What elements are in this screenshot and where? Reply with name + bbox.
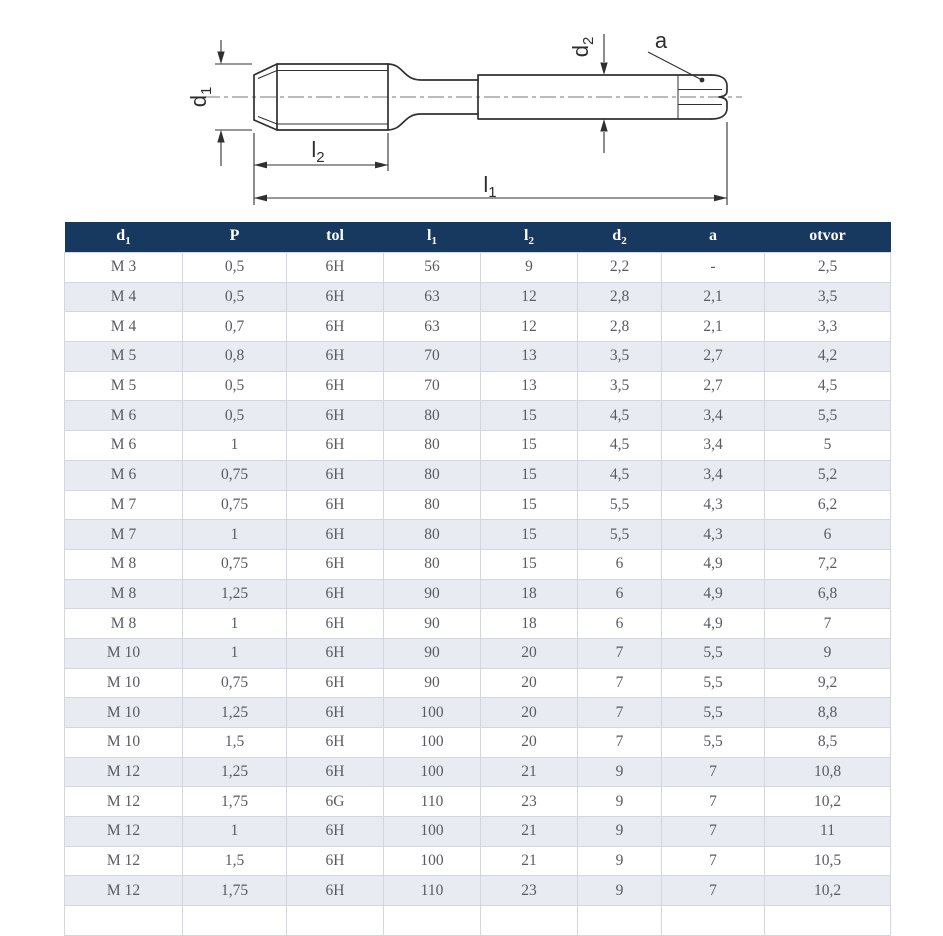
table-cell: 8,5 (765, 728, 891, 758)
table-cell: M 8 (65, 549, 183, 579)
dimension-l2 (254, 133, 388, 205)
table-cell: 3,5 (578, 342, 662, 372)
table-cell: 4,9 (662, 579, 765, 609)
table-cell: M 10 (65, 638, 183, 668)
col-header-otvor: otvor (765, 222, 891, 253)
spec-table-header (65, 222, 891, 253)
table-cell: 1,75 (183, 876, 287, 906)
table-cell: 6H (287, 817, 384, 847)
table-cell: 3,3 (765, 312, 891, 342)
table-cell: 0,75 (183, 549, 287, 579)
table-cell: 21 (481, 846, 578, 876)
table-cell: 4,3 (662, 490, 765, 520)
table-cell: 2,1 (662, 312, 765, 342)
spec-table-body (65, 253, 891, 936)
table-cell: 7 (578, 668, 662, 698)
table-cell: 11 (765, 817, 891, 847)
table-cell: M 4 (65, 312, 183, 342)
table-cell: 70 (384, 371, 481, 401)
table-cell: M 7 (65, 520, 183, 550)
table-cell: 15 (481, 520, 578, 550)
table-cell: 7 (662, 876, 765, 906)
table-cell: 110 (384, 876, 481, 906)
table-cell: 7 (662, 757, 765, 787)
table-cell: 1 (183, 638, 287, 668)
table-cell: M 12 (65, 846, 183, 876)
table-row (65, 312, 891, 342)
table-cell: 0,75 (183, 460, 287, 490)
table-cell: 0,5 (183, 401, 287, 431)
label-a: a (654, 28, 668, 53)
table-cell: M 12 (65, 787, 183, 817)
table-row (65, 342, 891, 372)
table-cell: 90 (384, 638, 481, 668)
table-cell: 1 (183, 431, 287, 461)
table-cell: 3,4 (662, 401, 765, 431)
table-cell: 3,4 (662, 460, 765, 490)
table-cell: 0,75 (183, 490, 287, 520)
table-cell: M 7 (65, 490, 183, 520)
table-cell: 100 (384, 728, 481, 758)
table-cell: 1 (183, 520, 287, 550)
table-cell: 5,5 (662, 638, 765, 668)
table-row (65, 371, 891, 401)
table-cell: - (662, 253, 765, 283)
table-cell: 20 (481, 698, 578, 728)
table-cell: 63 (384, 282, 481, 312)
table-cell: M 8 (65, 609, 183, 639)
table-row (65, 698, 891, 728)
table-cell: 15 (481, 401, 578, 431)
table-cell: 6H (287, 431, 384, 461)
table-cell: 0,8 (183, 342, 287, 372)
table-cell: 6,8 (765, 579, 891, 609)
table-cell: 6H (287, 342, 384, 372)
table-cell: M 10 (65, 728, 183, 758)
table-cell: M 6 (65, 401, 183, 431)
table-row (65, 817, 891, 847)
table-cell: 2,1 (662, 282, 765, 312)
table-cell: 3,5 (765, 282, 891, 312)
table-cell: 6H (287, 253, 384, 283)
col-header-a: a (662, 222, 765, 253)
table-row (65, 668, 891, 698)
table-cell: M 6 (65, 460, 183, 490)
table-row (65, 549, 891, 579)
table-cell: 3,4 (662, 431, 765, 461)
table-row (65, 490, 891, 520)
col-header-l1: $l_1$ (384, 222, 481, 253)
table-row (65, 282, 891, 312)
table-cell: 15 (481, 460, 578, 490)
table-cell: M 5 (65, 371, 183, 401)
table-cell (287, 906, 384, 936)
table-cell: 0,7 (183, 312, 287, 342)
table-cell: 100 (384, 817, 481, 847)
table-cell: 15 (481, 549, 578, 579)
table-cell: 5,5 (578, 520, 662, 550)
table-cell (481, 906, 578, 936)
table-cell: 6H (287, 312, 384, 342)
table-cell: 9 (578, 876, 662, 906)
table-cell: 80 (384, 460, 481, 490)
table-cell: 0,5 (183, 282, 287, 312)
table-row (65, 638, 891, 668)
table-cell: 20 (481, 638, 578, 668)
table-cell: 56 (384, 253, 481, 283)
col-header-p: P (183, 222, 287, 253)
table-cell: 4,9 (662, 609, 765, 639)
label-d2: $d_2$ (568, 36, 597, 58)
table-row (65, 757, 891, 787)
table-cell: 100 (384, 846, 481, 876)
table-cell: 21 (481, 817, 578, 847)
table-cell: 5,5 (662, 698, 765, 728)
table-cell: 2,7 (662, 342, 765, 372)
table-cell: 9 (765, 638, 891, 668)
table-cell (578, 906, 662, 936)
table-cell: 1,25 (183, 757, 287, 787)
table-cell: 0,5 (183, 371, 287, 401)
table-cell: M 6 (65, 431, 183, 461)
table-cell: 10,2 (765, 876, 891, 906)
table-cell: 6G (287, 787, 384, 817)
table-cell: 6H (287, 371, 384, 401)
table-cell: 2,8 (578, 312, 662, 342)
table-cell: 2,2 (578, 253, 662, 283)
table-cell: 1,5 (183, 728, 287, 758)
table-row (65, 520, 891, 550)
table-cell: 7 (662, 846, 765, 876)
table-row (65, 431, 891, 461)
table-cell: 6H (287, 638, 384, 668)
table-cell: M 5 (65, 342, 183, 372)
table-cell: M 3 (65, 253, 183, 283)
table-cell: 10,5 (765, 846, 891, 876)
table-cell: 6 (578, 549, 662, 579)
col-header-d1: $d_1$ (65, 222, 183, 253)
tap-spec-table (64, 222, 891, 936)
label-l2: $l_2$ (311, 137, 325, 166)
table-cell: 90 (384, 668, 481, 698)
table-cell: 4,5 (578, 460, 662, 490)
table-cell (662, 906, 765, 936)
table-cell: 5 (765, 431, 891, 461)
table-cell: 90 (384, 609, 481, 639)
table-cell: 6H (287, 668, 384, 698)
table-cell: 9 (578, 787, 662, 817)
header-row (65, 222, 891, 253)
table-cell: 10,2 (765, 787, 891, 817)
table-cell: 6,2 (765, 490, 891, 520)
table-cell: 9 (578, 817, 662, 847)
table-cell: 6H (287, 698, 384, 728)
table-cell (183, 906, 287, 936)
table-cell: 2,5 (765, 253, 891, 283)
table-cell: 6H (287, 520, 384, 550)
table-cell: 1,25 (183, 698, 287, 728)
table-cell: 8,8 (765, 698, 891, 728)
table-cell: 9 (481, 253, 578, 283)
table-cell: 4,5 (765, 371, 891, 401)
col-header-tol: tol (287, 222, 384, 253)
table-cell: M 4 (65, 282, 183, 312)
tap-technical-drawing (0, 0, 943, 222)
table-cell: 12 (481, 282, 578, 312)
table-cell: 2,8 (578, 282, 662, 312)
table-cell: 2,7 (662, 371, 765, 401)
col-header-d2: $d_2$ (578, 222, 662, 253)
table-cell: 6H (287, 579, 384, 609)
table-cell: M 12 (65, 817, 183, 847)
table-cell: 6 (578, 609, 662, 639)
table-cell: 4,5 (578, 431, 662, 461)
table-cell: 5,5 (662, 668, 765, 698)
table-cell: 7 (578, 698, 662, 728)
table-cell: 6H (287, 282, 384, 312)
table-cell: 10,8 (765, 757, 891, 787)
table-cell: 70 (384, 342, 481, 372)
table-cell: M 12 (65, 757, 183, 787)
label-d1: $d_1$ (186, 86, 215, 108)
table-cell: 1 (183, 817, 287, 847)
table-cell: 6H (287, 846, 384, 876)
table-row (65, 460, 891, 490)
table-cell: 0,75 (183, 668, 287, 698)
table-row (65, 846, 891, 876)
table-cell: 80 (384, 520, 481, 550)
dimension-d2 (600, 34, 607, 153)
table-cell: 15 (481, 490, 578, 520)
table-cell: 7 (662, 817, 765, 847)
table-cell: 23 (481, 876, 578, 906)
table-cell: 20 (481, 728, 578, 758)
table-cell: 6H (287, 549, 384, 579)
table-cell: 6H (287, 609, 384, 639)
table-cell (65, 906, 183, 936)
table-cell: 13 (481, 371, 578, 401)
table-cell: 7 (578, 638, 662, 668)
table-cell: 110 (384, 787, 481, 817)
table-cell: 6 (765, 520, 891, 550)
table-cell: 9 (578, 846, 662, 876)
table-cell: 100 (384, 757, 481, 787)
table-cell: 6H (287, 490, 384, 520)
table-cell: 0,5 (183, 253, 287, 283)
table-cell: 3,5 (578, 371, 662, 401)
table-cell: 6H (287, 757, 384, 787)
table-cell: 90 (384, 579, 481, 609)
table-row (65, 579, 891, 609)
table-cell: 12 (481, 312, 578, 342)
table-cell: 18 (481, 609, 578, 639)
table-cell: 18 (481, 579, 578, 609)
table-cell: 7 (662, 787, 765, 817)
table-cell: 80 (384, 549, 481, 579)
table-cell: 6H (287, 460, 384, 490)
table-cell: 4,5 (578, 401, 662, 431)
table-row (65, 876, 891, 906)
table-cell: 5,5 (765, 401, 891, 431)
table-row (65, 253, 891, 283)
table-cell: 23 (481, 787, 578, 817)
table-cell: 13 (481, 342, 578, 372)
table-cell: 1,5 (183, 846, 287, 876)
table-cell: M 10 (65, 698, 183, 728)
table-cell: 1 (183, 609, 287, 639)
label-l1: $l_1$ (483, 172, 497, 201)
table-cell: 80 (384, 490, 481, 520)
table-row (65, 728, 891, 758)
table-cell: 21 (481, 757, 578, 787)
table-cell: 5,5 (662, 728, 765, 758)
table-cell: 15 (481, 431, 578, 461)
table-cell: 1,25 (183, 579, 287, 609)
table-cell: 9 (578, 757, 662, 787)
table-cell: 6H (287, 401, 384, 431)
table-row (65, 609, 891, 639)
table-cell: M 12 (65, 876, 183, 906)
table-cell: 6H (287, 728, 384, 758)
table-cell: 6H (287, 876, 384, 906)
table-cell: 5,2 (765, 460, 891, 490)
table-cell: 6 (578, 579, 662, 609)
table-cell (765, 906, 891, 936)
table-cell: 20 (481, 668, 578, 698)
table-cell: M 10 (65, 668, 183, 698)
table-cell: 5,5 (578, 490, 662, 520)
table-row (65, 906, 891, 936)
table-cell: 9,2 (765, 668, 891, 698)
table-cell: 7 (578, 728, 662, 758)
table-cell: 80 (384, 401, 481, 431)
table-cell: 80 (384, 431, 481, 461)
table-cell: M 8 (65, 579, 183, 609)
table-cell: 7,2 (765, 549, 891, 579)
leader-a (648, 52, 704, 82)
table-cell: 100 (384, 698, 481, 728)
table-cell (384, 906, 481, 936)
table-row (65, 787, 891, 817)
table-cell: 4,2 (765, 342, 891, 372)
table-row (65, 401, 891, 431)
table-cell: 1,75 (183, 787, 287, 817)
table-cell: 4,3 (662, 520, 765, 550)
table-cell: 4,9 (662, 549, 765, 579)
table-cell: 63 (384, 312, 481, 342)
table-cell: 7 (765, 609, 891, 639)
col-header-l2: $l_2$ (481, 222, 578, 253)
dimension-d1 (215, 40, 252, 166)
